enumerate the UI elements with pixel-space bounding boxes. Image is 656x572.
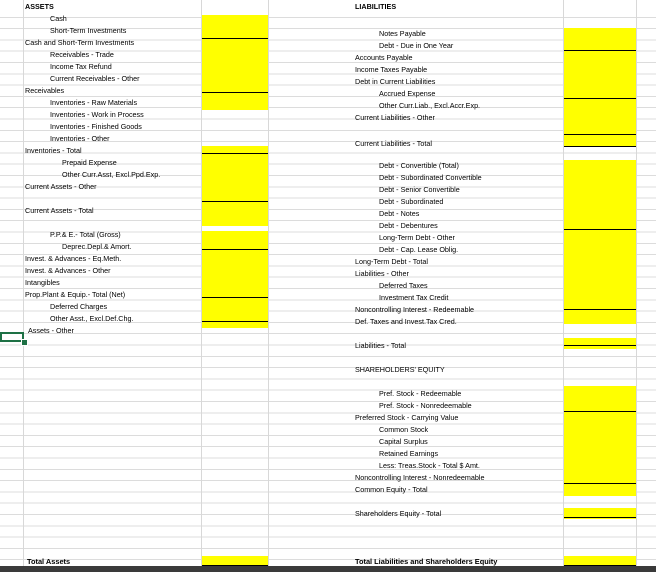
underline — [564, 50, 636, 51]
cell-label: Shareholders Equity - Total — [355, 509, 442, 518]
cell-label: Accrued Expense — [379, 89, 436, 98]
cell-label: Debt - Notes — [379, 209, 420, 218]
underline — [202, 321, 268, 322]
underline — [564, 146, 636, 147]
cell-label: Current Liabilities - Total — [355, 139, 432, 148]
cell-label: Debt in Current Liabilities — [355, 77, 436, 86]
cell-label: Income Taxes Payable — [355, 65, 428, 74]
cell-label: Prepaid Expense — [62, 158, 117, 167]
underline — [564, 98, 636, 99]
cell-label: Deferred Charges — [50, 302, 108, 311]
asset-input-block-2[interactable] — [202, 146, 268, 226]
cell-label: Deprec.Depl.& Amort. — [62, 242, 132, 251]
cell-label: Intangibles — [25, 278, 60, 287]
cell-label: Inventories - Total — [25, 146, 82, 155]
cell-label: Notes Payable — [379, 29, 426, 38]
cell-label: Cash and Short-Term Investments — [25, 38, 135, 47]
liabilities-header: LIABILITIES — [355, 2, 397, 11]
asset-input-block-1[interactable] — [202, 15, 268, 110]
cell-label: Debt - Subordinated — [379, 197, 444, 206]
underline — [202, 201, 268, 202]
cell-label: Invest. & Advances - Eq.Meth. — [25, 254, 122, 263]
cell-label: Liabilities - Other — [355, 269, 409, 278]
underline — [564, 345, 636, 346]
cell-label: Pref. Stock - Nonredeemable — [379, 401, 472, 410]
underline — [564, 517, 636, 518]
cell-label: Assets - Other — [28, 326, 74, 335]
liability-input-block-2[interactable] — [564, 160, 636, 324]
cell-label: Noncontrolling Interest - Nonredeemable — [355, 473, 485, 482]
cell-label: Debt - Due in One Year — [379, 41, 454, 50]
cell-label: Cash — [50, 14, 67, 23]
underline — [202, 92, 268, 93]
cell-label: Inventories - Raw Materials — [50, 98, 138, 107]
total-liab-equity-label: Total Liabilities and Shareholders Equity — [355, 557, 498, 566]
cell-label: Long-Term Debt - Total — [355, 257, 428, 266]
cell-label: Debt - Debentures — [379, 221, 438, 230]
underline — [564, 411, 636, 412]
bottom-scrollbar[interactable] — [0, 566, 656, 572]
cell-label: Inventories - Finished Goods — [50, 122, 142, 131]
equity-input-block[interactable] — [564, 386, 636, 496]
cell-label: Current Receivables - Other — [50, 74, 140, 83]
cell-label: Investment Tax Credit — [379, 293, 449, 302]
underline — [564, 483, 636, 484]
cell-label: Noncontrolling Interest - Redeemable — [355, 305, 475, 314]
cell-label: Pref. Stock - Redeemable — [379, 389, 462, 398]
underline — [202, 249, 268, 250]
underline — [564, 229, 636, 230]
asset-input-block-3[interactable] — [202, 231, 268, 328]
cell-label: Inventories - Work in Process — [50, 110, 144, 119]
cell-label: Accounts Payable — [355, 53, 413, 62]
underline — [202, 153, 268, 154]
cell-label: Current Liabilities - Other — [355, 113, 435, 122]
total-assets-label: Total Assets — [27, 557, 71, 566]
cell-label: Receivables — [25, 86, 65, 95]
liability-input-block-1[interactable] — [564, 28, 636, 146]
cell-label: Other Asst., Excl.Def.Chg. — [50, 314, 134, 323]
cell-label: Prop.Plant & Equip.- Total (Net) — [25, 290, 126, 299]
cell-label: P.P.& E.- Total (Gross) — [50, 230, 121, 239]
underline — [564, 134, 636, 135]
cell-label: Income Tax Refund — [50, 62, 112, 71]
cell-label: Liabilities - Total — [355, 341, 407, 350]
liabilities-total-input[interactable] — [564, 338, 636, 349]
cell-label: Receivables - Trade — [50, 50, 114, 59]
fill-handle[interactable] — [21, 339, 28, 346]
cell-label: Capital Surplus — [379, 437, 428, 446]
cell-label: Long-Term Debt - Other — [379, 233, 455, 242]
cell-label: Retained Earnings — [379, 449, 439, 458]
underline — [564, 309, 636, 310]
cell-label: Preferred Stock - Carrying Value — [355, 413, 459, 422]
cell-label: Current Assets - Total — [25, 206, 94, 215]
cell-label: Debt - Senior Convertible — [379, 185, 460, 194]
underline — [202, 38, 268, 39]
cell-label: Def. Taxes and Invest.Tax Cred. — [355, 317, 457, 326]
cell-label: Less: Treas.Stock - Total $ Amt. — [379, 461, 480, 470]
cell-label: Short-Term Investments — [50, 26, 127, 35]
cell-label: Debt - Cap. Lease Oblig. — [379, 245, 459, 254]
cell-label: Inventories - Other — [50, 134, 110, 143]
cell-label: Common Stock — [379, 425, 429, 434]
equity-header: SHAREHOLDERS' EQUITY — [355, 365, 445, 374]
cell-label: Other Curr.Asst, Excl.Ppd.Exp. — [62, 170, 161, 179]
assets-header: ASSETS — [25, 2, 54, 11]
cell-label: Other Curr.Liab., Excl.Accr.Exp. — [379, 101, 481, 110]
cell-label: Invest. & Advances - Other — [25, 266, 111, 275]
cell-label: Current Assets - Other — [25, 182, 97, 191]
cell-label: Deferred Taxes — [379, 281, 428, 290]
cell-label: Debt - Convertible (Total) — [379, 161, 459, 170]
underline — [202, 297, 268, 298]
cell-label: Common Equity - Total — [355, 485, 428, 494]
cell-label: Debt - Subordinated Convertible — [379, 173, 482, 182]
